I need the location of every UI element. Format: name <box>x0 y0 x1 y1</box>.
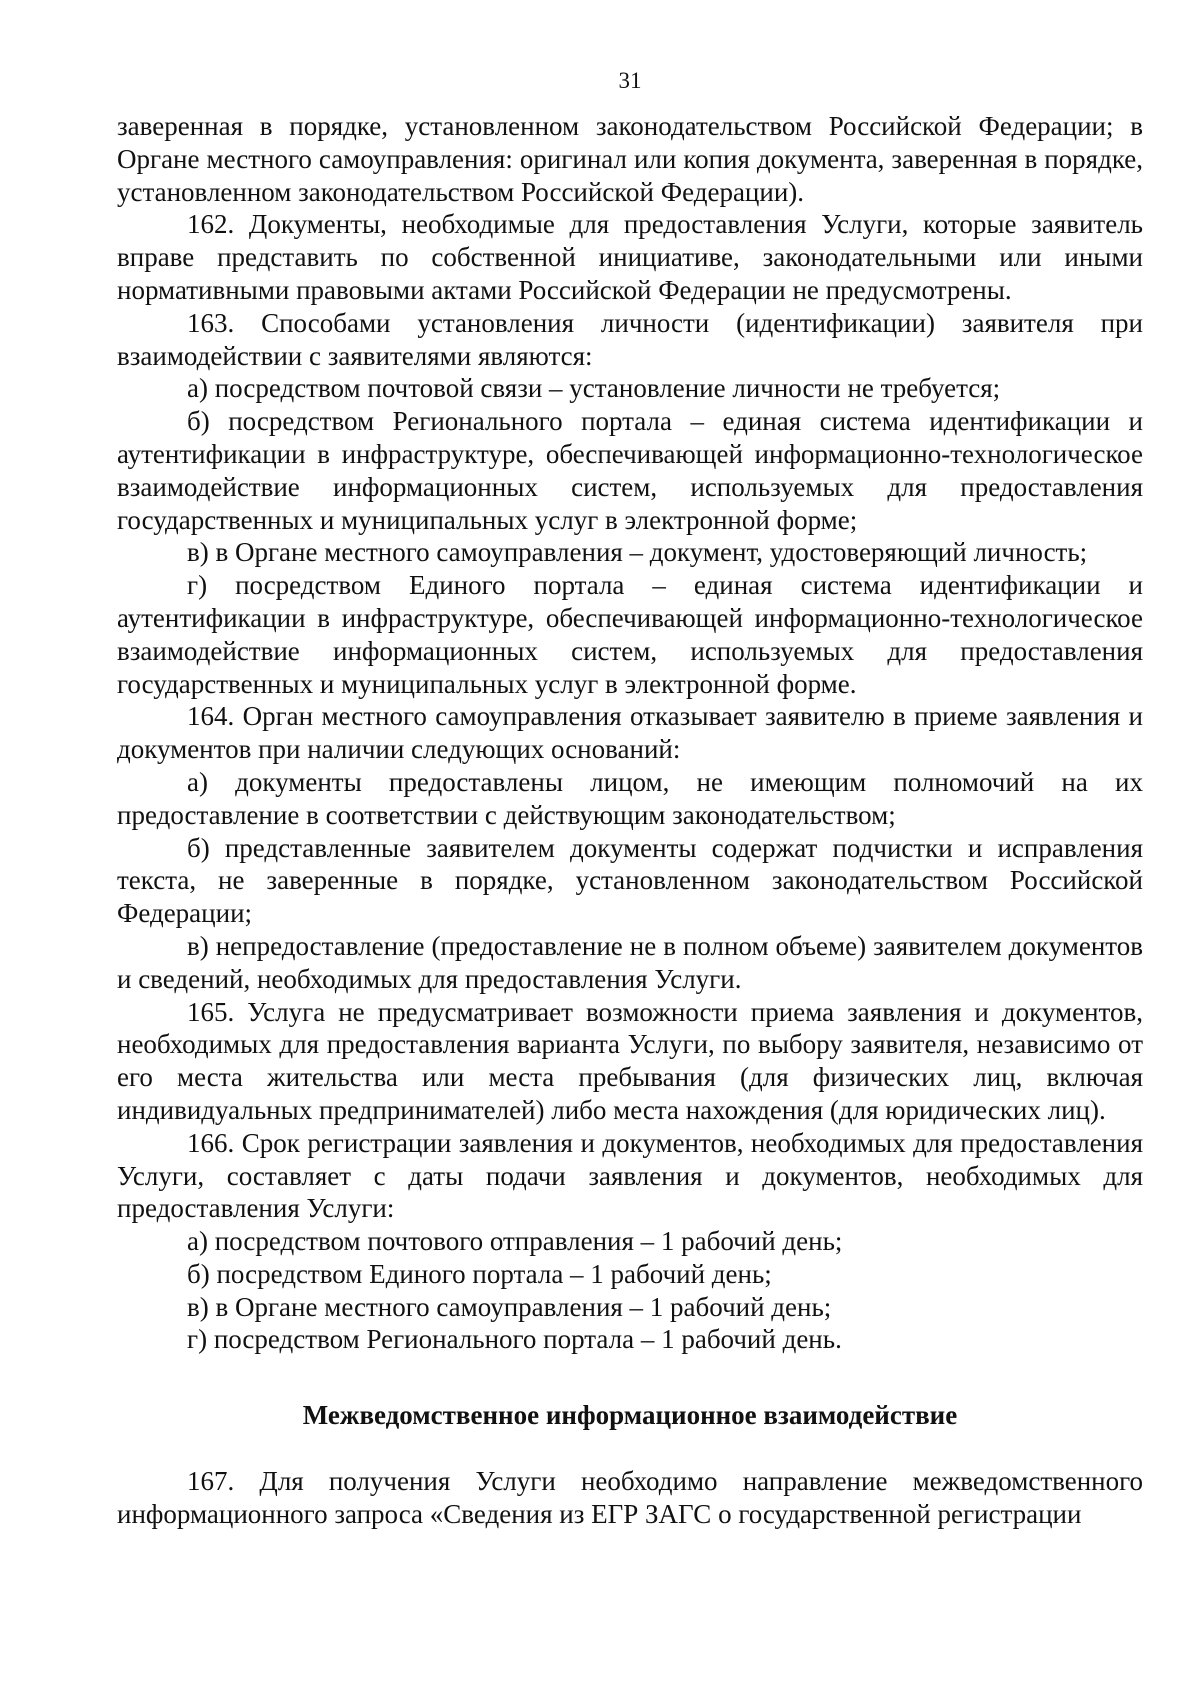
paragraph-164-b: б) представленные заявителем документы содержат подчистки и исправления текста, не заверенные в порядке, установленном законодательством Российской Федерации; <box>117 832 1143 929</box>
paragraph-163-b: б) посредством Регионального портала – единая система идентификации и аутентификации в инфраструктуре, обеспечивающей информационно-технологическое взаимодействие информационных систем, используемых для предоставления государственных и муниципальных услуг в электронной форме; <box>117 406 1143 535</box>
paragraph-162: 162. Документы, необходимые для предоставления Услуги, которые заявитель вправе представить по собственной инициативе, законодательными или иными нормативными правовыми актами Российской Федерации не предусмотрены. <box>117 209 1143 305</box>
paragraph-164: 164. Орган местного самоуправления отказывает заявителю в приеме заявления и документов при наличии следующих оснований: <box>117 701 1143 765</box>
page-number: 31 <box>618 68 642 93</box>
document-page <box>117 66 1143 1666</box>
paragraph-166: 166. Срок регистрации заявления и документов, необходимых для предоставления Услуги, составляет с даты подачи заявления и документов, необходимых для предоставления Услуги: <box>117 1127 1143 1224</box>
paragraph-164-a: а) документы предоставлены лицом, не имеющим полномочий на их предоставление в соответствии с действующим законодательством; <box>117 766 1143 830</box>
paragraph-164-v: в) непредоставление (предоставление не в полном объеме) заявителем документов и сведений, необходимых для предоставления Услуги. <box>117 930 1143 994</box>
paragraph-continuation: заверенная в порядке, установленном законодательством Российской Федерации; в Органе местного самоуправления: оригинал или копия документа, заверенная в порядке, установленном законодательством Российской Федерации). <box>117 111 1143 207</box>
paragraph-166-b: б) посредством Единого портала – 1 рабочий день; <box>187 1258 772 1289</box>
paragraph-163-g: г) посредством Единого портала – единая система идентификации и аутентификации в инфраструктуре, обеспечивающей информационно-технологическое взаимодействие информационных систем, используемых для предоставления государственных и муниципальных услуг в электронной форме. <box>117 570 1143 699</box>
section-heading: Межведомственное информационное взаимодействие <box>302 1400 958 1431</box>
paragraph-163-a: а) посредством почтовой связи – установление личности не требуется; <box>187 373 1001 404</box>
paragraph-167: 167. Для получения Услуги необходимо направление межведомственного информационного запроса «Сведения из ЕГР ЗАГС о государственной регистрации <box>117 1466 1143 1529</box>
paragraph-166-g: г) посредством Регионального портала – 1 рабочий день. <box>187 1324 842 1355</box>
paragraph-165: 165. Услуга не предусматривает возможности приема заявления и документов, необходимых для предоставления варианта Услуги, по выбору заявителя, независимо от его места жительства или места пребывания (для физических лиц, включая индивидуальных предпринимателей) либо места нахождения (для юридических лиц). <box>117 996 1143 1125</box>
paragraph-163-v: в) в Органе местного самоуправления – документ, удостоверяющий личность; <box>187 537 1088 568</box>
paragraph-166-v: в) в Органе местного самоуправления – 1 рабочий день; <box>187 1291 832 1322</box>
paragraph-163: 163. Способами установления личности (идентификации) заявителя при взаимодействии с заявителями являются: <box>117 307 1143 371</box>
paragraph-166-a: а) посредством почтового отправления – 1 рабочий день; <box>187 1226 843 1257</box>
